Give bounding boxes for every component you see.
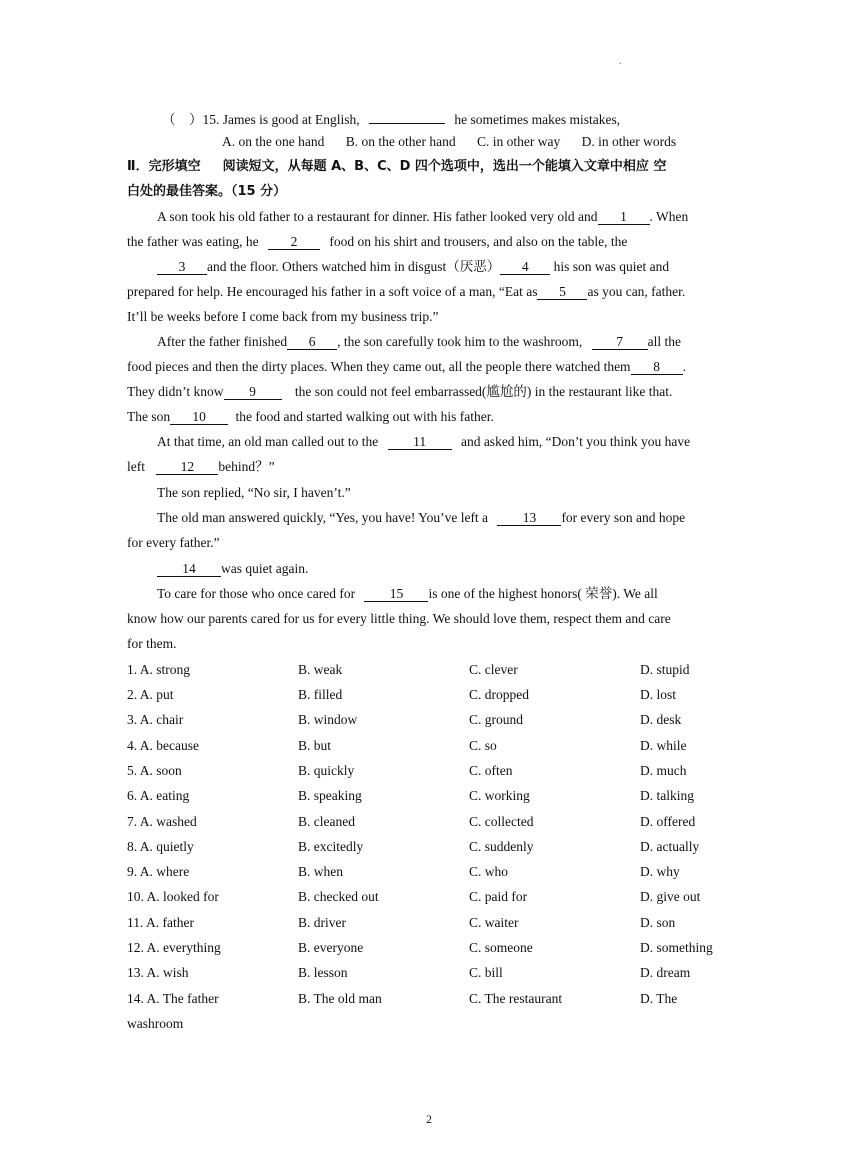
q15-option-b: B. on the other hand — [345, 134, 456, 149]
option-row — [127, 965, 737, 981]
option-d: D. something — [640, 940, 713, 955]
option-a: 7. A. washed — [127, 814, 197, 829]
option-row — [127, 991, 737, 1007]
option-row — [127, 889, 737, 905]
option-b: B. but — [298, 738, 332, 753]
passage-line — [127, 409, 737, 425]
question-15 — [162, 109, 772, 128]
option-a: 6. A. eating — [127, 788, 190, 803]
passage-text: his son was quiet and — [553, 259, 670, 274]
blank-5: 5 — [537, 285, 587, 300]
q15-options — [222, 134, 832, 150]
passage-text: all the — [647, 334, 682, 349]
option-b: B. The old man — [298, 991, 382, 1006]
option-row — [127, 763, 737, 779]
option-b: B. quickly — [298, 763, 355, 778]
option-row — [127, 814, 737, 830]
passage-text: To care for those who once cared for — [157, 586, 356, 601]
option-d: D. stupid — [640, 662, 690, 677]
option-a: 8. A. quietly — [127, 839, 194, 854]
option-row — [127, 687, 737, 703]
option-row — [127, 738, 737, 754]
option-row — [127, 940, 737, 956]
option-c: C. suddenly — [469, 839, 534, 854]
section-heading — [127, 159, 737, 175]
passage-text: The son — [127, 409, 171, 424]
passage-text: . — [682, 359, 686, 374]
section-instruction-b: 白处的最佳答案。（15 分） — [127, 184, 287, 199]
page-number: 2 — [426, 1112, 432, 1126]
option-a: 9. A. where — [127, 864, 190, 879]
option-c: C. so — [469, 738, 497, 753]
option-d: D. actually — [640, 839, 700, 854]
passage-line — [127, 234, 737, 250]
option-d: D. desk — [640, 712, 682, 727]
option-a: 11. A. father — [127, 915, 194, 930]
section-instruction-a: 阅读短文，从每题 A、B、C、D 四个选项中，选出一个能填入文章中相应 空 — [222, 159, 667, 174]
passage-line — [127, 459, 737, 475]
option-c: C. waiter — [469, 915, 519, 930]
passage-text: behind？” — [218, 459, 275, 474]
option-d: D. son — [640, 915, 676, 930]
option-c: C. someone — [469, 940, 533, 955]
blank-6: 6 — [287, 335, 337, 350]
option-c: C. clever — [469, 662, 518, 677]
passage-line — [157, 259, 767, 275]
option-b: B. lesson — [298, 965, 348, 980]
option-c: C. often — [469, 763, 513, 778]
header-dot: . — [619, 56, 622, 67]
passage-text: for every son and hope — [561, 510, 686, 525]
passage-text: After the father finished — [157, 334, 288, 349]
passage-line — [127, 284, 737, 300]
passage-line — [127, 359, 737, 375]
option-c: C. dropped — [469, 687, 529, 702]
option-b: B. speaking — [298, 788, 362, 803]
passage-line — [157, 334, 767, 350]
option-c: C. The restaurant — [469, 991, 563, 1006]
blank-13: 13 — [497, 511, 561, 526]
option-b: B. excitedly — [298, 839, 364, 854]
blank-8: 8 — [631, 360, 683, 375]
option-a: 13. A. wish — [127, 965, 189, 980]
passage-line — [157, 586, 767, 602]
passage-text: as you can, father. — [587, 284, 686, 299]
option-b: B. filled — [298, 687, 343, 702]
passage-line — [127, 384, 737, 400]
option-b: B. everyone — [298, 940, 364, 955]
q15-option-c: C. in other way — [476, 134, 561, 149]
passage-text: and asked him, “Don’t you think you have — [460, 434, 691, 449]
blank-12: 12 — [156, 460, 218, 475]
option-row — [127, 662, 737, 678]
option-c: C. ground — [469, 712, 523, 727]
passage-text: , the son carefully took him to the washroom, — [337, 334, 583, 349]
passage-text: They didn’t know — [127, 384, 224, 399]
option-b: B. when — [298, 864, 343, 879]
blank-4: 4 — [500, 260, 550, 275]
option-a: 2. A. put — [127, 687, 174, 702]
passage-text: 荣誉). We all — [585, 586, 658, 601]
passage-line: for every father.” — [127, 535, 220, 550]
option-c: C. collected — [469, 814, 534, 829]
blank-10: 10 — [170, 410, 228, 425]
option-b: B. cleaned — [298, 814, 355, 829]
passage-line: for them. — [127, 636, 177, 651]
option-a: 14. A. The father — [127, 991, 219, 1006]
option-c: C. bill — [469, 965, 503, 980]
option-d: D. why — [640, 864, 680, 879]
passage-text: the son could not feel embarrassed(尴尬的) in the restaurant like that. — [294, 384, 673, 399]
passage-text: food on his shirt and trousers, and also on the table, the — [329, 234, 628, 249]
q15-text-a: 15. James is good at English, — [202, 112, 360, 127]
option-c: C. working — [469, 788, 530, 803]
section-title: Ⅱ．完形填空 — [127, 159, 201, 174]
passage-text: A son took his old father to a restaurant for dinner. His father looked very old and — [157, 209, 598, 224]
option-a: 10. A. looked for — [127, 889, 219, 904]
passage-line — [157, 209, 767, 225]
option-b: B. checked out — [298, 889, 379, 904]
passage-line: The son replied, “No sir, I haven’t.” — [157, 485, 351, 500]
option-d: D. The — [640, 991, 678, 1006]
option-a: 3. A. chair — [127, 712, 184, 727]
passage-text: The old man answered quickly, “Yes, you have! You’ve left a — [157, 510, 489, 525]
option-d: D. lost — [640, 687, 677, 702]
option-b: B. window — [298, 712, 358, 727]
option-a: 4. A. because — [127, 738, 199, 753]
option-d: D. much — [640, 763, 687, 778]
blank-14: 14 — [157, 562, 221, 577]
option-a: 1. A. strong — [127, 662, 191, 677]
q15-text-b: he sometimes makes mistakes, — [454, 112, 621, 127]
blank-7: 7 — [592, 335, 648, 350]
q15-option-d: D. in other words — [581, 134, 677, 149]
passage-line — [157, 434, 767, 450]
option-row — [127, 712, 737, 728]
q15-blank — [369, 109, 445, 124]
blank-11: 11 — [388, 435, 452, 450]
passage-text: and the floor. Others watched him in disgust（厌恶） — [207, 259, 501, 274]
passage-text: left — [127, 459, 145, 474]
blank-2: 2 — [268, 235, 320, 250]
answer-paren: （ ） — [162, 112, 203, 127]
passage-text: At that time, an old man called out to the — [157, 434, 379, 449]
option-row — [127, 915, 737, 931]
blank-3: 3 — [157, 260, 207, 275]
passage-line: know how our parents cared for us for every little thing. We should love them, respect them and care — [127, 611, 671, 626]
option-a: 5. A. soon — [127, 763, 182, 778]
option-d: D. offered — [640, 814, 696, 829]
option-d: D. while — [640, 738, 687, 753]
passage-text: is one of the highest honors( — [428, 586, 582, 601]
option-row — [127, 864, 737, 880]
blank-15: 15 — [364, 587, 428, 602]
passage-line — [157, 561, 767, 577]
blank-9: 9 — [224, 385, 282, 400]
option-row — [127, 788, 737, 804]
option-b: B. driver — [298, 915, 346, 930]
option-d: D. give out — [640, 889, 701, 904]
option-c: C. paid for — [469, 889, 528, 904]
passage-text: food pieces and then the dirty places. When they came out, all the people there watched them — [127, 359, 631, 374]
option-d: D. dream — [640, 965, 691, 980]
passage-text: . When — [649, 209, 689, 224]
option-a: 12. A. everything — [127, 940, 221, 955]
blank-1: 1 — [598, 210, 650, 225]
passage-text: prepared for help. He encouraged his father in a soft voice of a man, “Eat as — [127, 284, 538, 299]
option-d: D. talking — [640, 788, 694, 803]
option-b: B. weak — [298, 662, 343, 677]
passage-line — [157, 510, 767, 526]
option-c: C. who — [469, 864, 509, 879]
option-row — [127, 839, 737, 855]
passage-text: was quiet again. — [221, 561, 309, 576]
passage-line: It’ll be weeks before I come back from my business trip.” — [127, 309, 439, 324]
q15-option-a: A. on the one hand — [222, 134, 325, 149]
passage-text: the food and started walking out with his father. — [235, 409, 494, 424]
passage-text: the father was eating, he — [127, 234, 259, 249]
option-14-wrap: washroom — [127, 1016, 184, 1031]
